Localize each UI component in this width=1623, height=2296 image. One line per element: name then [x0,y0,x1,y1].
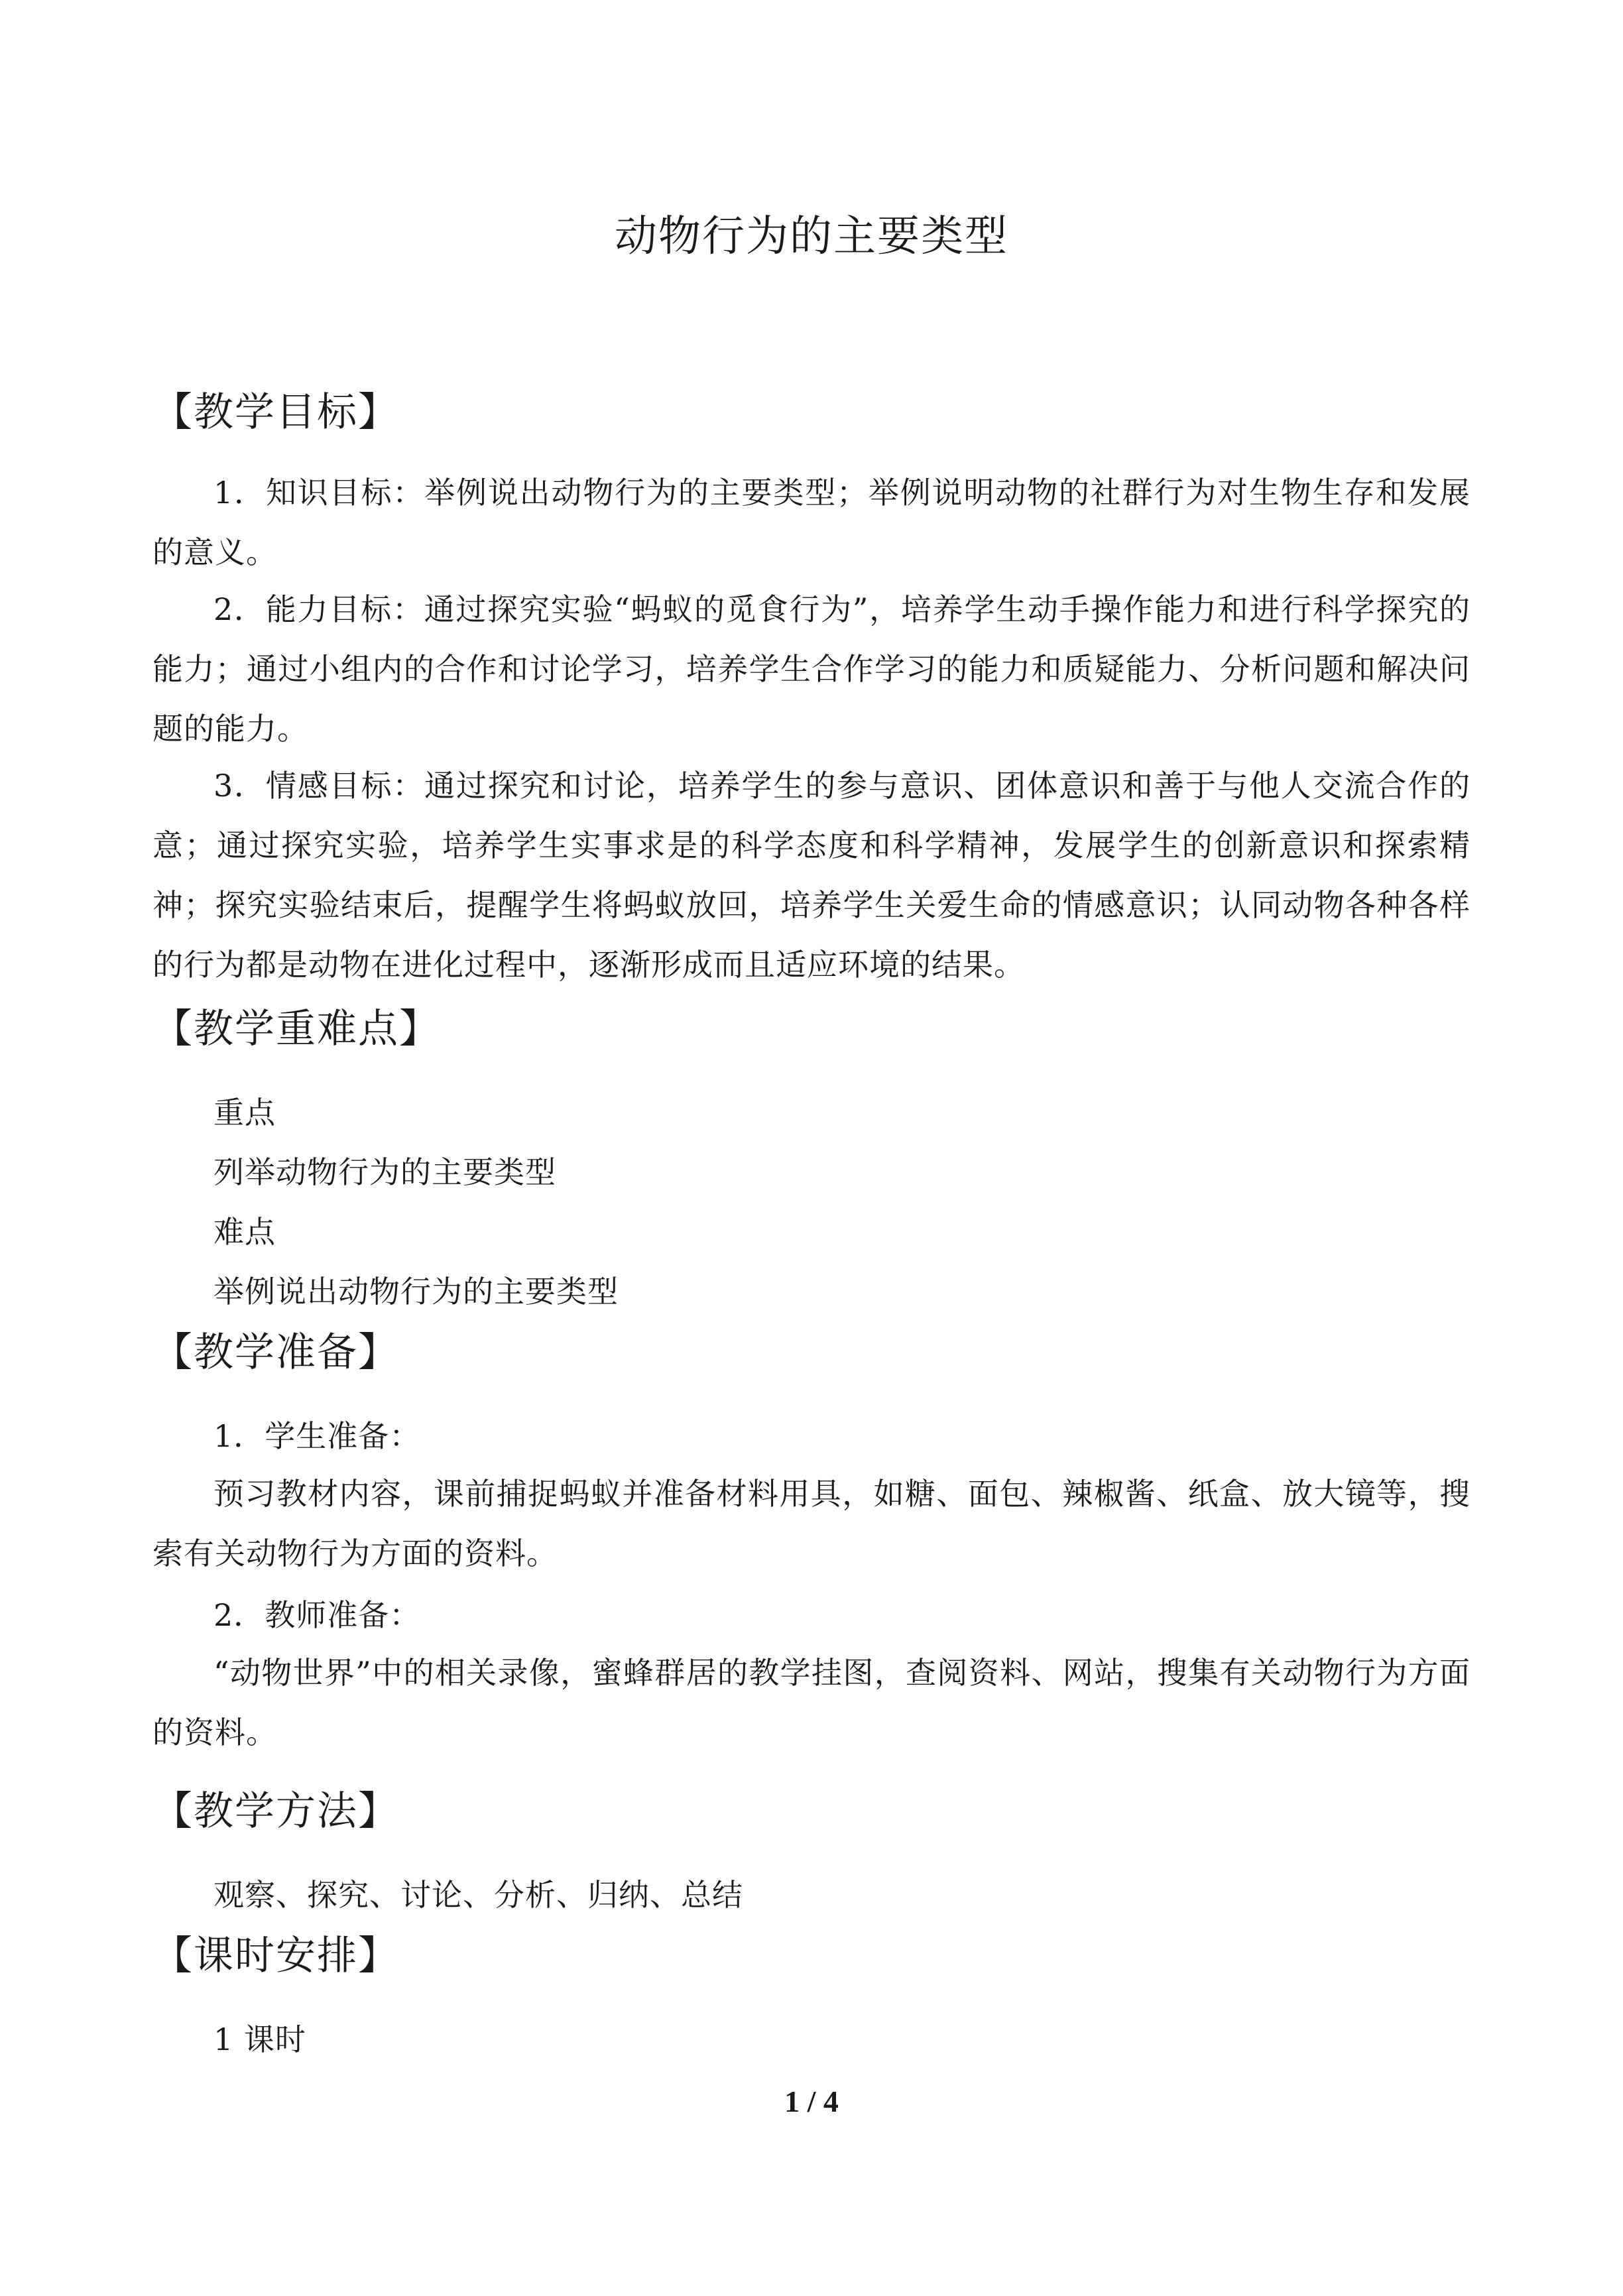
difficulty-label: 难点 [213,1214,276,1250]
key-point-text: 列举动物行为的主要类型 [213,1154,556,1190]
key-point-label: 重点 [213,1095,276,1130]
teacher-preparation-text: “动物世界”中的相关录像，蜜蜂群居的教学挂图，查阅资料、网站，搜集有关动物行为方面的资料。 [152,1655,1471,1750]
page-number: 1 / 4 [784,2085,839,2118]
schedule-text: 1 课时 [213,2022,306,2057]
section-heading-key-points: 【教学重难点】 [152,1006,440,1052]
difficulty-text: 举例说出动物行为的主要类型 [213,1274,619,1309]
section-heading-schedule: 【课时安排】 [152,1933,399,1979]
objective-knowledge: 1．知识目标：举例说出动物行为的主要类型；举例说明动物的社群行为对生物生存和发展的意义。 [152,475,1471,570]
teacher-preparation-label: 2．教师准备： [213,1597,421,1633]
section-heading-objectives: 【教学目标】 [152,389,399,436]
student-preparation-text: 预习教材内容，课前捕捉蚂蚁并准备材料用具，如糖、面包、辣椒酱、纸盒、放大镜等，搜索有关动物行为方面的资料。 [152,1476,1471,1571]
section-heading-preparation: 【教学准备】 [152,1329,399,1376]
student-preparation-label: 1．学生准备： [213,1418,421,1454]
objective-emotion: 3．情感目标：通过探究和讨论，培养学生的参与意识、团体意识和善于与他人交流合作的意；通过探究实验，培养学生实事求是的科学态度和科学精神，发展学生的创新意识和探索精神；探究实验结束后，提醒学生将蚂蚁放回，培养学生关爱生命的情感意识；认同动物各种各样的行为都是动物在进化过程中，逐渐形成而且适应环境的结果。 [152,768,1471,983]
document-title: 动物行为的主要类型 [615,212,1008,261]
objective-ability: 2．能力目标：通过探究实验“蚂蚁的觅食行为”，培养学生动手操作能力和进行科学探究的能力；通过小组内的合作和讨论学习，培养学生合作学习的能力和质疑能力、分析问题和解决问题的能力。 [152,591,1471,747]
methods-text: 观察、探究、讨论、分析、归纳、总结 [213,1877,743,1913]
section-heading-methods: 【教学方法】 [152,1788,399,1835]
